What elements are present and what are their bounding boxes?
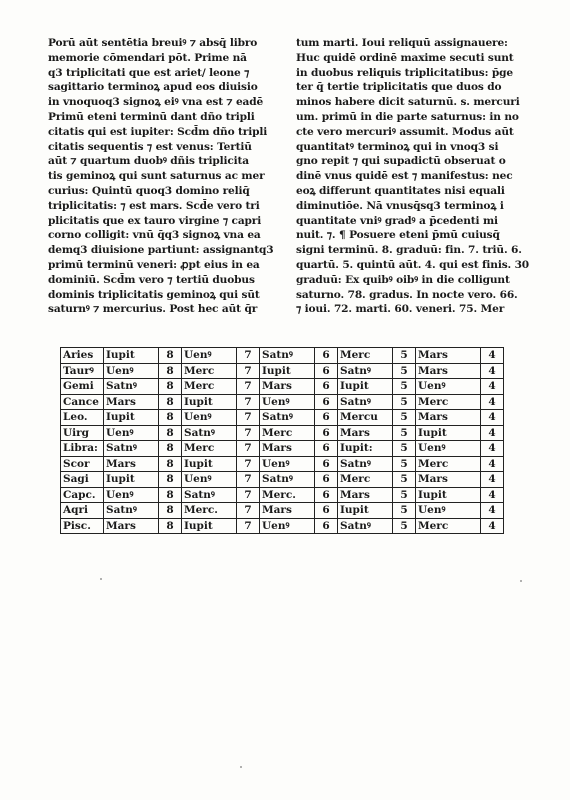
degrees-cell: 4 [481,456,504,472]
sign-cell: Pisc. [61,518,104,534]
planet-cell: Merc [338,348,393,364]
text-line: dominiū. Scd̄m vero ⁊ tertiū duobus [48,273,255,286]
planet-cell: Iupit [182,456,237,472]
degrees-cell: 4 [481,472,504,488]
planet-cell: Satnꝰ [338,518,393,534]
planet-cell: Satnꝰ [338,394,393,410]
table-row [61,472,504,488]
degrees-cell: 7 [237,425,260,441]
text-line: quantitate vniꝰ gradꝰ a p̄cedenti mi [296,214,498,227]
text-line: sagittario terminoꝝ apud eos diuisio [48,81,258,94]
degrees-cell: 6 [315,363,338,379]
sign-cell: Libra: [61,441,104,457]
degrees-cell: 5 [393,518,416,534]
planet-cell: Mars [338,487,393,503]
text-line: primū terminū veneri: ꝓpt eius in ea [48,258,260,271]
text-line: triplicitatis: ⁊ est mars. Scd̄e vero tri [48,199,260,212]
degrees-cell: 5 [393,410,416,426]
print-speck [240,766,242,768]
planet-cell: Merc [182,441,237,457]
planet-cell: Satnꝰ [104,441,159,457]
degrees-cell: 8 [159,394,182,410]
planet-cell: Uenꝰ [182,410,237,426]
text-line: Porū aūt sentētia breuiꝰ ⁊ absq̄ libro [48,37,258,49]
degrees-cell: 4 [481,441,504,457]
planet-cell: Uenꝰ [104,425,159,441]
text-line: saturnꝰ ⁊ mercurius. Post hec aūt q̄r [48,303,258,316]
degrees-cell: 8 [159,472,182,488]
degrees-cell: 7 [237,379,260,395]
degrees-cell: 5 [393,472,416,488]
sign-cell: Uirg [61,425,104,441]
planet-cell: Merc [182,379,237,395]
text-line: diminutiōe. Nā vnusq̄sq3 terminoꝝ i [296,199,504,212]
text-line: demq3 diuisione partiunt: assignantq3 [48,244,274,257]
degrees-cell: 8 [159,379,182,395]
text-line: eoꝝ differunt quantitates nisi equali [296,184,505,197]
text-line: quartū. 5. quintū aūt. 4. qui est finis. 30 [296,258,530,271]
planet-cell: Uenꝰ [260,394,315,410]
degrees-cell: 8 [159,503,182,519]
text-line: aūt ⁊ quartum duobꝰ dñis triplicita [48,155,249,168]
planet-cell: Satnꝰ [104,379,159,395]
text-line: saturno. 78. gradus. In nocte vero. 66. [296,288,518,301]
text-line: citatis qui est iupiter: Scd̄m dño tripli [48,125,268,138]
planet-cell: Iupit [104,348,159,364]
planet-cell: Uenꝰ [416,379,481,395]
planet-cell: Uenꝰ [104,363,159,379]
planet-cell: Mars [104,518,159,534]
text-line: gno repit ⁊ qui supadictū obseruat o [296,155,506,168]
planet-cell: Satnꝰ [104,503,159,519]
planet-cell: Satnꝰ [260,410,315,426]
sign-cell: Scor [61,456,104,472]
degrees-cell: 6 [315,410,338,426]
text-line: um. primū in die parte saturnus: in no [296,110,519,123]
planet-cell: Iupit [104,472,159,488]
degrees-cell: 7 [237,503,260,519]
table-row [61,487,504,503]
sign-cell: Leo. [61,410,104,426]
degrees-cell: 5 [393,487,416,503]
degrees-cell: 4 [481,487,504,503]
degrees-cell: 8 [159,441,182,457]
planet-cell: Iupit [182,394,237,410]
text-line: dominis triplicitatis geminoꝝ qui sūt [48,288,260,301]
degrees-cell: 7 [237,441,260,457]
degrees-cell: 4 [481,425,504,441]
text-line: memorie cōmendari pōt. Prime nā [48,51,247,64]
planet-cell: Satnꝰ [182,487,237,503]
planet-cell: Iupit [338,379,393,395]
planet-cell: Satnꝰ [260,472,315,488]
degrees-cell: 6 [315,503,338,519]
terms-table [60,347,504,534]
planet-cell: Merc. [182,503,237,519]
text-line: signi terminū. 8. graduū: fin. 7. triū. 6. [296,244,522,257]
text-line: plicitatis que ex tauro virgine ⁊ capri [48,214,262,227]
sign-cell: Cance [61,394,104,410]
table-row [61,394,504,410]
degrees-cell: 6 [315,425,338,441]
text-line: graduū: Ex quibꝰ oibꝰ in die colligunt [296,273,510,286]
planet-cell: Mars [416,410,481,426]
text-line: Huc quidē ordinē maxime secuti sunt [296,51,514,64]
text-line: in vnoquoq3 signoꝝ eiꝰ vna est ⁊ eadē [48,96,264,109]
degrees-cell: 7 [237,472,260,488]
degrees-cell: 5 [393,425,416,441]
table-row [61,379,504,395]
degrees-cell: 8 [159,487,182,503]
text-line: ⁊ ioui. 72. marti. 60. veneri. 75. Mer [296,303,505,316]
planet-cell: Satnꝰ [182,425,237,441]
degrees-cell: 4 [481,518,504,534]
planet-cell: Iupit [416,425,481,441]
planet-cell: Mars [260,379,315,395]
degrees-cell: 7 [237,518,260,534]
table-row [61,363,504,379]
degrees-cell: 8 [159,425,182,441]
text-line: citatis sequentis ⁊ est venus: Tertiū [48,140,252,153]
table-row [61,410,504,426]
print-speck [520,580,522,582]
planet-cell: Mars [416,472,481,488]
planet-cell: Uenꝰ [182,348,237,364]
planet-cell: Merc [182,363,237,379]
degrees-cell: 7 [237,394,260,410]
sign-cell: Taurꝰ [61,363,104,379]
planet-cell: Mars [416,363,481,379]
sign-cell: Sagi [61,472,104,488]
degrees-cell: 5 [393,379,416,395]
degrees-cell: 5 [393,363,416,379]
text-line: tum marti. Ioui reliquū assignauere: [296,37,508,49]
sign-cell: Capc. [61,487,104,503]
degrees-cell: 7 [237,348,260,364]
table-row [61,348,504,364]
degrees-cell: 5 [393,348,416,364]
planet-cell: Mars [416,348,481,364]
text-line: quantitatꝰ terminoꝝ qui in vnoq3 si [296,140,499,153]
text-line: tis geminoꝝ qui sunt saturnus ac mer [48,170,265,183]
degrees-cell: 7 [237,363,260,379]
degrees-cell: 4 [481,410,504,426]
degrees-cell: 7 [237,487,260,503]
planet-cell: Iupit [416,487,481,503]
planet-cell: Merc. [260,487,315,503]
degrees-cell: 8 [159,518,182,534]
planet-cell: Iupit [338,503,393,519]
degrees-cell: 8 [159,363,182,379]
degrees-cell: 8 [159,456,182,472]
planet-cell: Merc [338,472,393,488]
degrees-cell: 6 [315,472,338,488]
sign-cell: Aqri [61,503,104,519]
planet-cell: Mars [338,425,393,441]
degrees-cell: 5 [393,503,416,519]
planet-cell: Mars [104,456,159,472]
degrees-cell: 7 [237,410,260,426]
planet-cell: Merc [260,425,315,441]
planet-cell: Uenꝰ [416,441,481,457]
degrees-cell: 8 [159,410,182,426]
degrees-cell: 6 [315,518,338,534]
text-line: in duobus reliquis triplicitatibus: p̄ge [296,66,513,79]
text-line: q3 triplicitati que est ariet/ leone ⁊ [48,66,250,79]
table-row [61,456,504,472]
degrees-cell: 6 [315,456,338,472]
planet-cell: Uenꝰ [260,518,315,534]
planet-cell: Merc [416,518,481,534]
sign-cell: Gemi [61,379,104,395]
planet-cell: Iupit: [338,441,393,457]
text-line: curius: Quintū quoq3 domino reliq̄ [48,184,250,197]
planet-cell: Uenꝰ [416,503,481,519]
degrees-cell: 6 [315,394,338,410]
table-row [61,518,504,534]
planet-cell: Uenꝰ [260,456,315,472]
degrees-cell: 6 [315,348,338,364]
degrees-cell: 4 [481,363,504,379]
text-line: Primū eteni terminū dant dño tripli [48,110,255,123]
degrees-cell: 5 [393,394,416,410]
text-line: nuit. ⁊. ¶ Posuere eteni p̄mū cuiusq̄ [296,229,500,242]
sign-cell: Aries [61,348,104,364]
planet-cell: Iupit [104,410,159,426]
planet-cell: Uenꝰ [104,487,159,503]
degrees-cell: 4 [481,503,504,519]
table-row [61,441,504,457]
planet-cell: Uenꝰ [182,472,237,488]
left-text-column [48,36,288,317]
degrees-cell: 8 [159,348,182,364]
planet-cell: Merc [416,394,481,410]
planet-cell: Mars [260,503,315,519]
right-text-column [296,36,536,317]
degrees-cell: 6 [315,441,338,457]
degrees-cell: 5 [393,441,416,457]
degrees-cell: 4 [481,348,504,364]
text-line: cte vero mercuriꝰ assumit. Modus aūt [296,125,514,138]
degrees-cell: 4 [481,379,504,395]
planet-cell: Mars [260,441,315,457]
planet-cell: Iupit [182,518,237,534]
planet-cell: Iupit [260,363,315,379]
planet-cell: Satnꝰ [338,456,393,472]
print-speck [100,578,102,580]
planet-cell: Satnꝰ [338,363,393,379]
planet-cell: Merc [416,456,481,472]
degrees-cell: 4 [481,394,504,410]
text-line: dinē vnus quidē est ⁊ manifestus: nec [296,170,513,183]
text-line: ter q̄ tertie triplicitatis que duos do [296,81,502,94]
text-line: corno colligit: vnū q̄q3 signoꝝ vna ea [48,229,261,242]
degrees-cell: 7 [237,456,260,472]
planet-cell: Mercu [338,410,393,426]
planet-cell: Satnꝰ [260,348,315,364]
degrees-cell: 6 [315,379,338,395]
degrees-cell: 6 [315,487,338,503]
table-row [61,425,504,441]
degrees-cell: 5 [393,456,416,472]
text-line: minos habere dicit saturnū. s. mercuri [296,96,520,109]
planet-cell: Mars [104,394,159,410]
table-row [61,503,504,519]
